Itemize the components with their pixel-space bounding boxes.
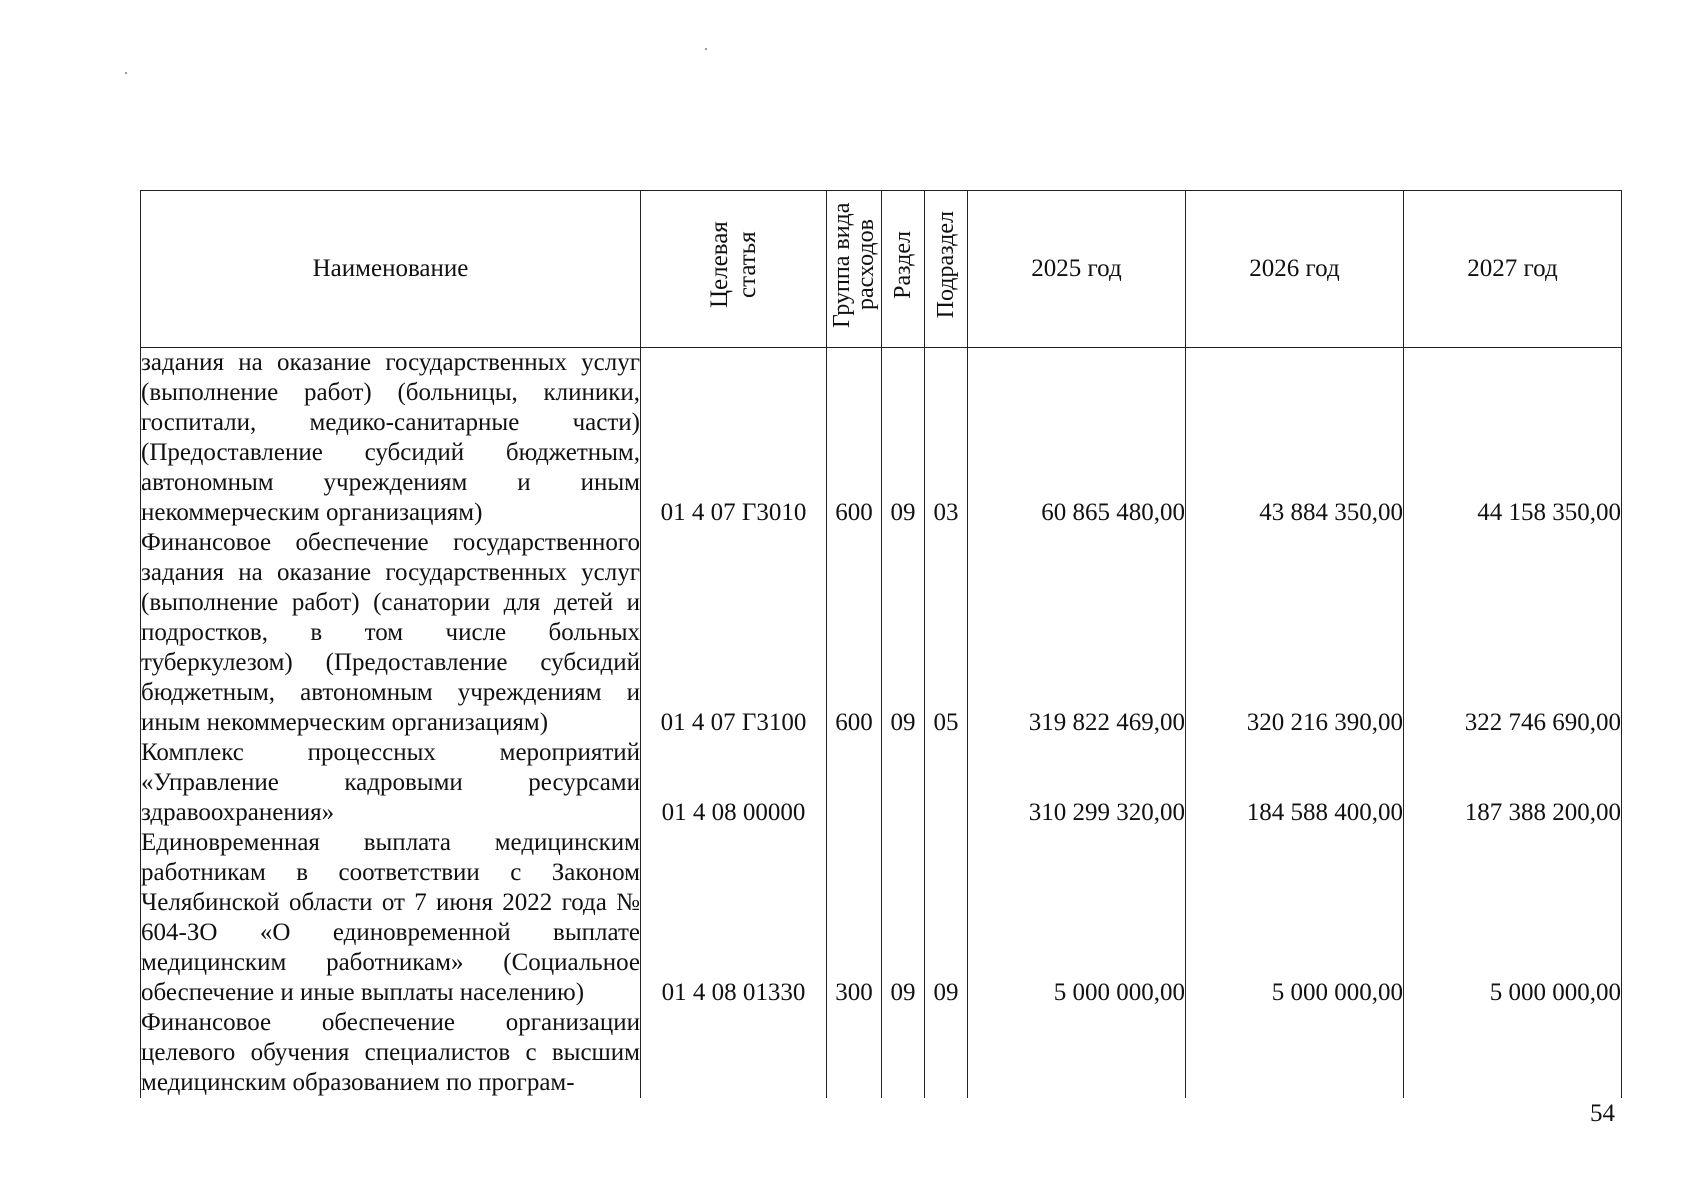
row-value-2026: 184 588 400,00 bbox=[1186, 738, 1404, 828]
row-name: Комплекс процессных мероприятий «Управление кадровыми ресурсами здравоохранения» bbox=[141, 739, 640, 826]
scan-speck bbox=[125, 72, 127, 74]
row-value-2026: 320 216 390,00 bbox=[1186, 528, 1404, 738]
row-value-2025: 319 822 469,00 bbox=[968, 528, 1186, 738]
row-name: Единовременная выплата медицинским работникам в соответствии с Законом Челябинской области от 7 июня 2022 года № 604-ЗО «О единовременной выплате медицинским работникам» (Социальное обеспечение и иные выплаты населению) bbox=[141, 829, 640, 1006]
row-value-2025: 310 299 320,00 bbox=[968, 738, 1186, 828]
row-subsection: 09 bbox=[925, 828, 968, 1008]
header-year-2027: 2027 год bbox=[1404, 191, 1622, 348]
row-value-2027: 322 746 690,00 bbox=[1404, 528, 1622, 738]
row-code: 01 4 07 Г3010 bbox=[641, 348, 827, 529]
header-target-article: Целевая статья bbox=[641, 191, 827, 348]
row-section bbox=[882, 738, 925, 828]
row-code: 01 4 07 Г3100 bbox=[641, 528, 827, 738]
header-year-2025: 2025 год bbox=[968, 191, 1186, 348]
row-group: 600 bbox=[827, 528, 882, 738]
table-header-row bbox=[141, 191, 1622, 348]
row-group: 300 bbox=[827, 828, 882, 1008]
row-section: 09 bbox=[882, 528, 925, 738]
row-subsection: 03 bbox=[925, 348, 968, 529]
row-value-2026 bbox=[1186, 1008, 1404, 1098]
header-section: Раздел bbox=[882, 191, 925, 348]
table-row bbox=[141, 528, 1622, 738]
row-value-2025: 5 000 000,00 bbox=[968, 828, 1186, 1008]
row-value-2025: 60 865 480,00 bbox=[968, 348, 1186, 529]
row-section: 09 bbox=[882, 348, 925, 529]
scan-speck bbox=[705, 48, 707, 50]
table-row bbox=[141, 738, 1622, 828]
table-row bbox=[141, 1008, 1622, 1098]
row-group: 600 bbox=[827, 348, 882, 529]
header-year-2026: 2026 год bbox=[1186, 191, 1404, 348]
row-value-2027: 5 000 000,00 bbox=[1404, 828, 1622, 1008]
row-code bbox=[641, 1008, 827, 1098]
row-value-2027 bbox=[1404, 1008, 1622, 1098]
table-row bbox=[141, 828, 1622, 1008]
row-code: 01 4 08 01330 bbox=[641, 828, 827, 1008]
row-name: Финансовое обеспечение организации целевого обучения специалистов с высшим медицинским образованием по програм- bbox=[141, 1009, 640, 1096]
row-value-2027: 44 158 350,00 bbox=[1404, 348, 1622, 529]
row-value-2027: 187 388 200,00 bbox=[1404, 738, 1622, 828]
header-name: Наименование bbox=[141, 191, 641, 348]
row-value-2026: 43 884 350,00 bbox=[1186, 348, 1404, 529]
row-subsection: 05 bbox=[925, 528, 968, 738]
row-value-2026: 5 000 000,00 bbox=[1186, 828, 1404, 1008]
header-subsection: Подраздел bbox=[925, 191, 968, 348]
row-subsection bbox=[925, 738, 968, 828]
page-number: 54 bbox=[1590, 1100, 1615, 1127]
row-code: 01 4 08 00000 bbox=[641, 738, 827, 828]
budget-table bbox=[140, 190, 1622, 1098]
row-name: задания на оказание государственных услуг (выполнение работ) (больницы, клиники, госпитали, медико-санитарные части) (Предоставление субсидий бюджетным, автономным учреждениям и иным некоммерческим организациям) bbox=[141, 349, 640, 526]
row-group bbox=[827, 1008, 882, 1098]
row-value-2025 bbox=[968, 1008, 1186, 1098]
row-name: Финансовое обеспечение государственного задания на оказание государственных услуг (выполнение работ) (санатории для детей и подростков, в том числе больных туберкулезом) (Предоставление субсидий бюджетным, автономным учреждениям и иным некоммерческим организациям) bbox=[141, 529, 640, 736]
row-section bbox=[882, 1008, 925, 1098]
row-section: 09 bbox=[882, 828, 925, 1008]
row-subsection bbox=[925, 1008, 968, 1098]
row-group bbox=[827, 738, 882, 828]
table-row bbox=[141, 348, 1622, 529]
header-expense-group: Группа вида расходов bbox=[827, 191, 882, 348]
